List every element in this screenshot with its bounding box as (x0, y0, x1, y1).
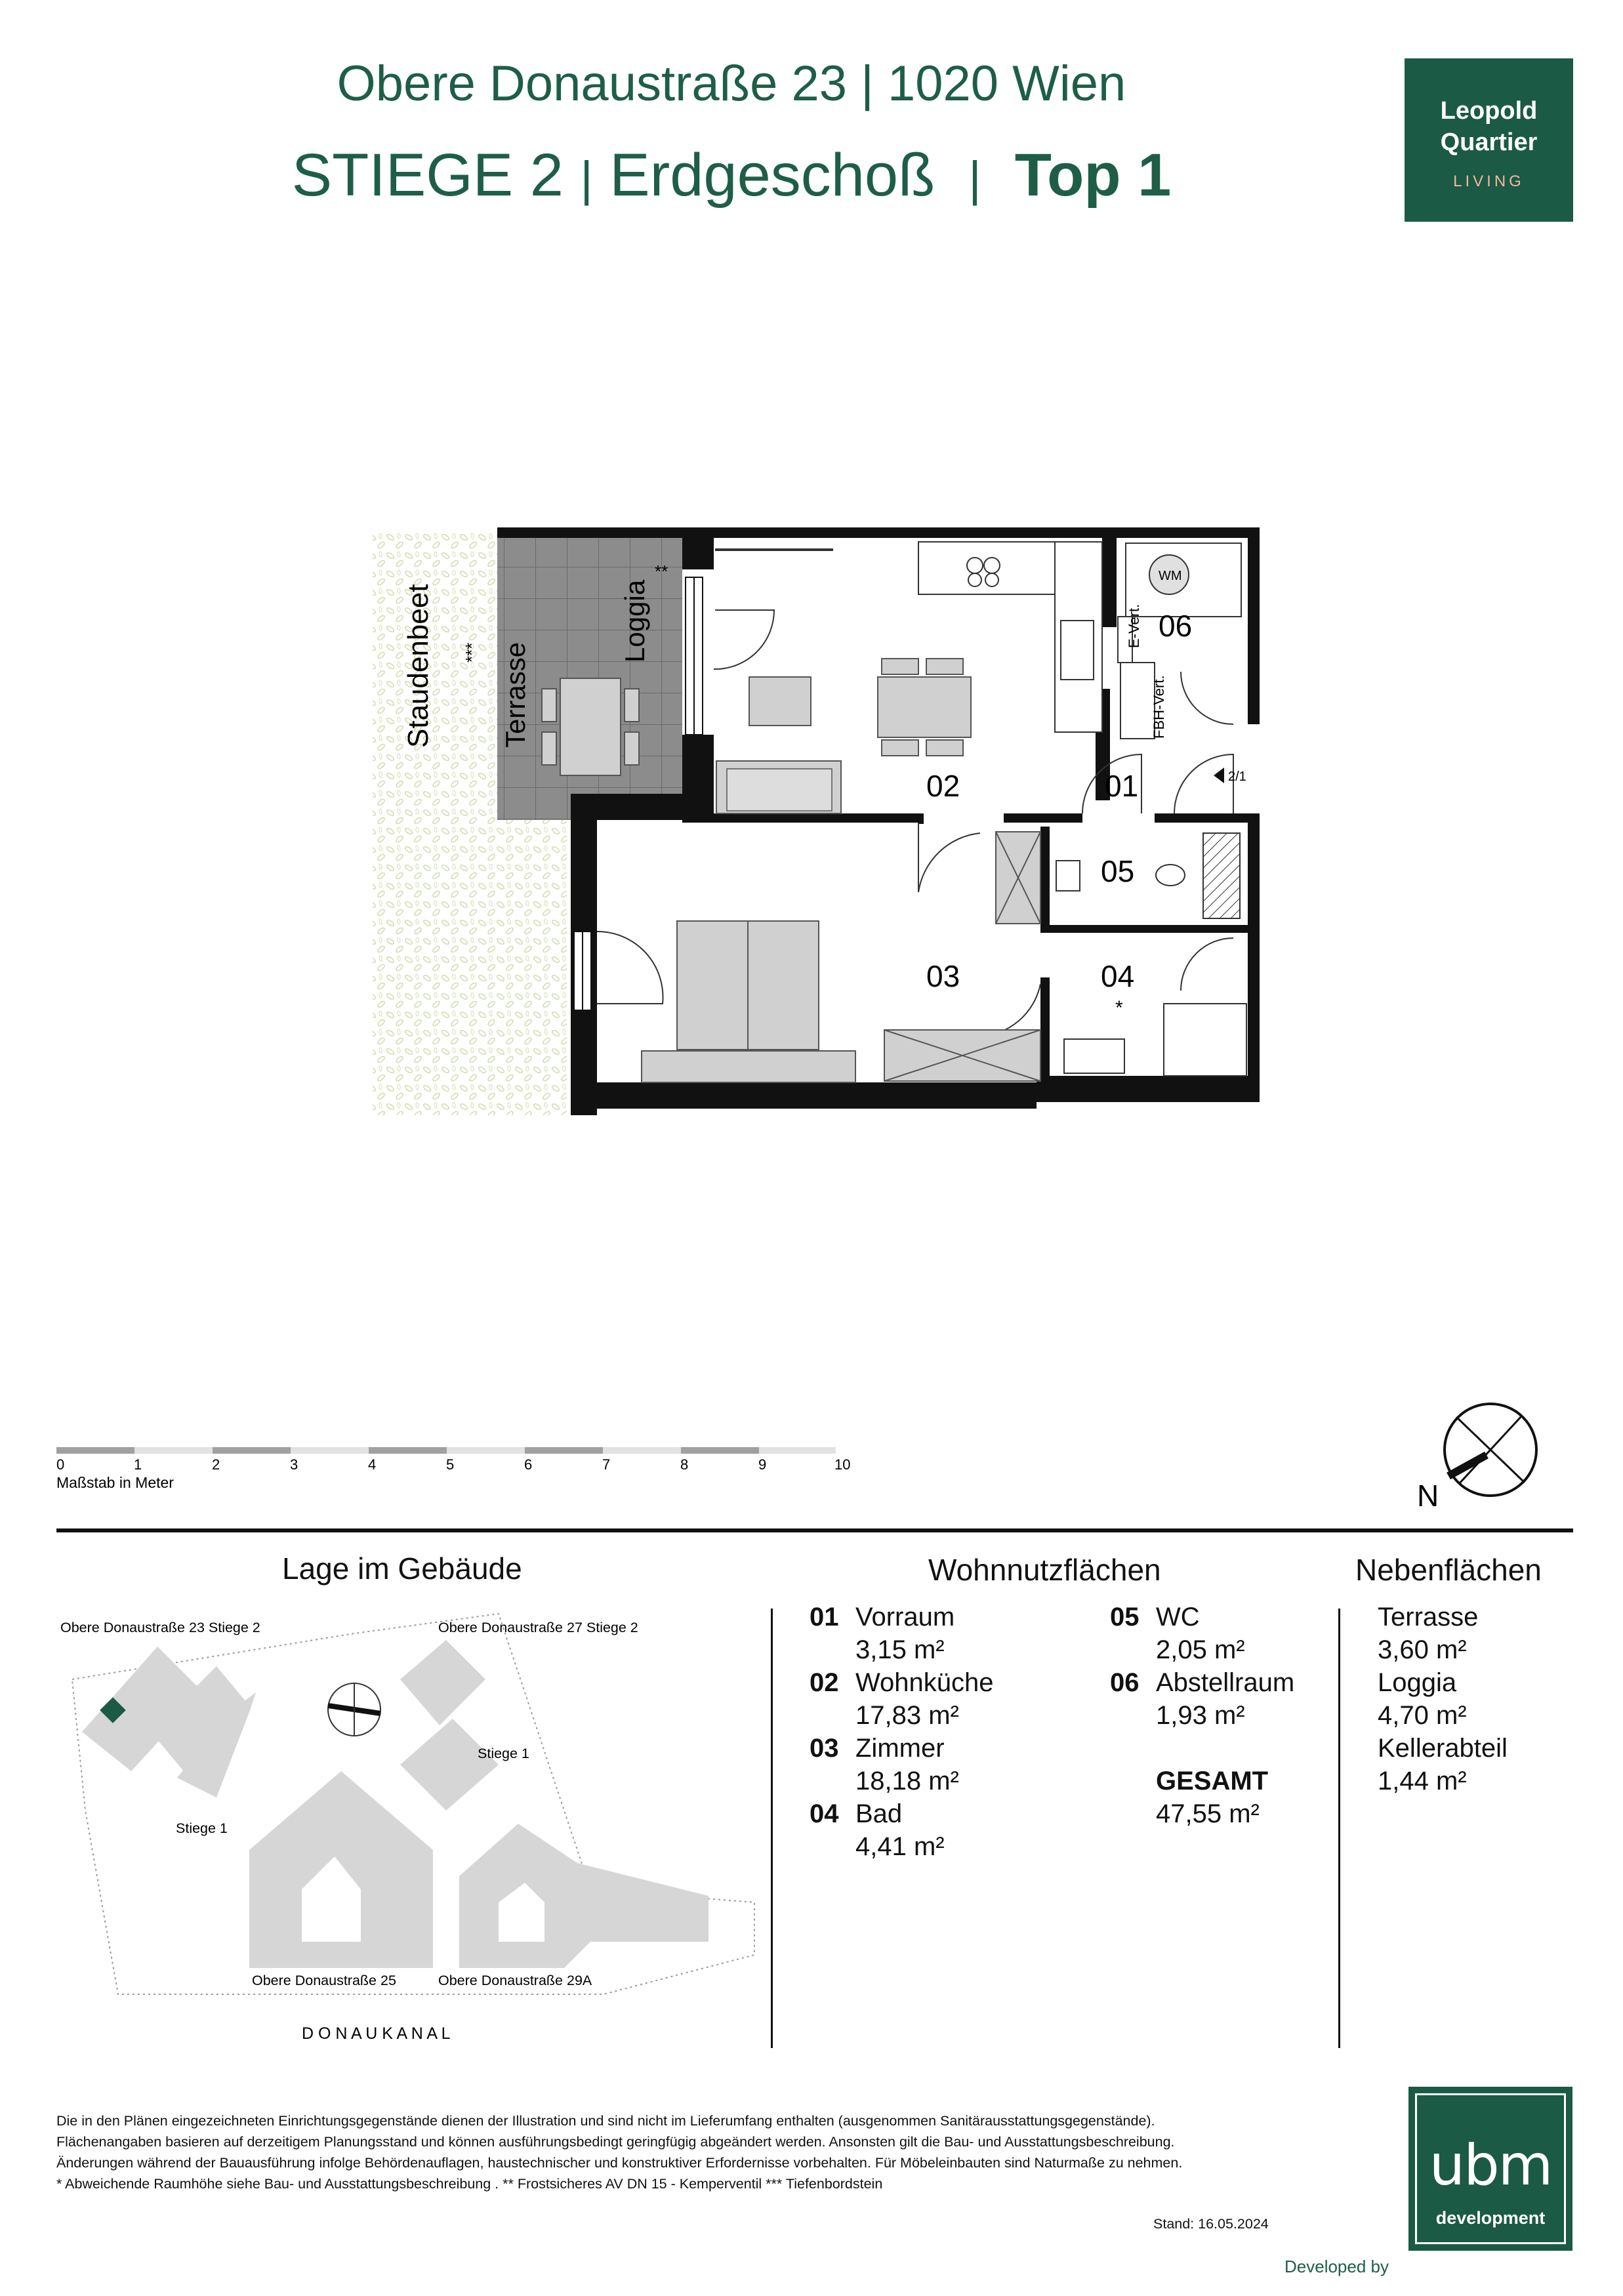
brand-line3: LIVING (1453, 173, 1525, 190)
north-compass (1417, 1397, 1548, 1513)
neben-area: 4,70 m² (1378, 1701, 1467, 1730)
room-name: Wohnküche (855, 1668, 994, 1697)
loggia-label: Loggia (619, 579, 650, 663)
room-name: WC (1156, 1603, 1200, 1631)
room-name: Vorraum (855, 1603, 955, 1631)
leopold-quartier-logo (1405, 58, 1573, 222)
wm-label: WM (1159, 569, 1182, 583)
room-no: 05 (1110, 1603, 1140, 1631)
room-no: 04 (810, 1799, 839, 1828)
room-02-label: 02 (926, 769, 960, 803)
neben-name: Kellerabteil (1378, 1734, 1508, 1763)
wohn-list-left (810, 1601, 1085, 1863)
ubm-wordmark: ubm (1429, 2133, 1552, 2198)
room-row (810, 1666, 1085, 1699)
unit-heading (0, 141, 1463, 210)
floor-plan (367, 525, 1273, 1128)
site-label-od29a: Obere Donaustraße 29A (438, 1973, 592, 1988)
stair-label: STIEGE 2 (291, 142, 564, 209)
section-divider (56, 1528, 1573, 1532)
scale-tick: 4 (368, 1456, 377, 1473)
room-area: 1,93 m² (1156, 1701, 1245, 1730)
brand-line2: Quartier (1440, 129, 1538, 156)
lage-title: Lage im Gebäude (282, 1551, 522, 1586)
scale-tick: 10 (834, 1456, 851, 1473)
site-label-od23: Obere Donaustraße 23 Stiege 2 (60, 1620, 260, 1635)
room-row (810, 1797, 1085, 1830)
column-divider (771, 1609, 773, 2048)
room-name: Bad (855, 1799, 903, 1828)
room-area: 3,15 m² (855, 1635, 945, 1664)
wohn-list-right (1110, 1601, 1333, 1830)
address-line: Obere Donaustraße 23 | 1020 Wien (337, 56, 1126, 112)
scale-tick: 1 (134, 1456, 142, 1473)
site-label-od25: Obere Donaustraße 25 (252, 1973, 396, 1988)
scale-caption: Maßstab in Meter (56, 1474, 174, 1491)
scale-tick: 0 (56, 1456, 65, 1473)
wohn-title: Wohnnutzflächen (928, 1553, 1161, 1587)
room-no: 03 (810, 1734, 839, 1763)
scale-bar (56, 1443, 851, 1522)
site-label-od27: Obere Donaustraße 27 Stiege 2 (438, 1620, 638, 1635)
scale-tick: 9 (758, 1456, 767, 1473)
scale-tick: 7 (602, 1456, 611, 1473)
total-area: 47,55 m² (1156, 1799, 1260, 1828)
room-row (1110, 1601, 1333, 1633)
room-name: Zimmer (855, 1734, 945, 1763)
neben-name: Loggia (1378, 1668, 1457, 1697)
room-04-label: 04 (1101, 959, 1135, 993)
site-label-stiege1-left: Stiege 1 (176, 1820, 228, 1836)
room-area: 17,83 m² (855, 1701, 959, 1730)
disclaimer (56, 2110, 1382, 2194)
separator: | (968, 152, 981, 206)
star1-label: * (1115, 997, 1123, 1019)
e-vert-label: E-Vert. (1126, 604, 1142, 648)
north-label: N (1417, 1479, 1439, 1513)
separator: | (580, 152, 593, 206)
staudenbeet-label: Staudenbeet (402, 584, 434, 748)
room-row (1110, 1666, 1333, 1699)
stand-date: Stand: 16.05.2024 (1153, 2216, 1269, 2232)
stars2-label: ** (655, 562, 668, 581)
brand-line1: Leopold (1440, 97, 1538, 125)
column-divider (1338, 1609, 1340, 2048)
ubm-subline: development (1435, 2208, 1546, 2228)
site-plan (56, 1601, 778, 2060)
stars3-label: *** (462, 642, 482, 663)
room-05-label: 05 (1101, 854, 1135, 888)
disclaimer-line: Flächenangaben basieren auf derzeitigem Planungsstand und können ausführungsbedingt geringfügig abgeändert werden. Ansonsten gilt die Bau- und Ausstattungsbeschreibung. (56, 2134, 1175, 2150)
room-01-label: 01 (1105, 769, 1139, 803)
ubm-logo (1408, 2087, 1572, 2251)
room-area: 2,05 m² (1156, 1635, 1245, 1664)
room-area: 4,41 m² (855, 1832, 945, 1861)
scale-tick: 3 (290, 1456, 298, 1473)
room-name: Abstellraum (1156, 1668, 1295, 1697)
floor-label: Erdgeschoß (609, 142, 935, 209)
neben-area: 1,44 m² (1378, 1767, 1467, 1795)
room-area: 18,18 m² (855, 1767, 959, 1795)
developed-by: Developed by (1284, 2257, 1389, 2276)
fbh-vert-label: FBH-Vert. (1151, 675, 1167, 739)
scale-tick: 2 (212, 1456, 220, 1473)
room-row (810, 1601, 1085, 1633)
donaukanal-label: D O N A U K A N A L (302, 2024, 451, 2043)
neben-name: Terrasse (1378, 1603, 1479, 1631)
room-no: 01 (810, 1603, 839, 1631)
staudenbeet-area (373, 530, 501, 1115)
disclaimer-line: * Abweichende Raumhöhe siehe Bau- und Ausstattungsbeschreibung . ** Frostsicheres AV DN 15 - Kemperventil *** Tiefenbordstein (56, 2176, 883, 2192)
unit-label: Top 1 (1014, 142, 1172, 209)
site-label-stiege1-right: Stiege 1 (478, 1746, 529, 1761)
scale-tick: 8 (680, 1456, 689, 1473)
neben-title: Nebenflächen (1355, 1553, 1542, 1587)
scale-tick: 5 (446, 1456, 455, 1473)
scale-tick: 6 (524, 1456, 533, 1473)
room-no: 02 (810, 1668, 839, 1697)
room-row (810, 1732, 1085, 1765)
neben-list (1378, 1601, 1568, 1797)
disclaimer-line: Die in den Plänen eingezeichneten Einrichtungsgegenstände dienen der Illustration und sind nicht im Lieferumfang enthalten (ausgenommen Sanitärausstattungsgegenstände). (56, 2113, 1155, 2129)
total-label: GESAMT (1156, 1767, 1269, 1795)
neben-area: 3,60 m² (1378, 1635, 1467, 1664)
disclaimer-line: Änderungen während der Bauausführung infolge Behördenauflagen, haustechnischer und konstruktiver Erfordernisse vorbehalten. Für Möbeleinbauten sind Naturmaße zu nehmen. (56, 2155, 1183, 2171)
room-06-label: 06 (1159, 609, 1193, 643)
room-03-label: 03 (926, 959, 960, 993)
door-tag-label: 2/1 (1228, 769, 1246, 784)
room-no: 06 (1110, 1668, 1140, 1697)
terrasse-label: Terrasse (500, 642, 531, 748)
